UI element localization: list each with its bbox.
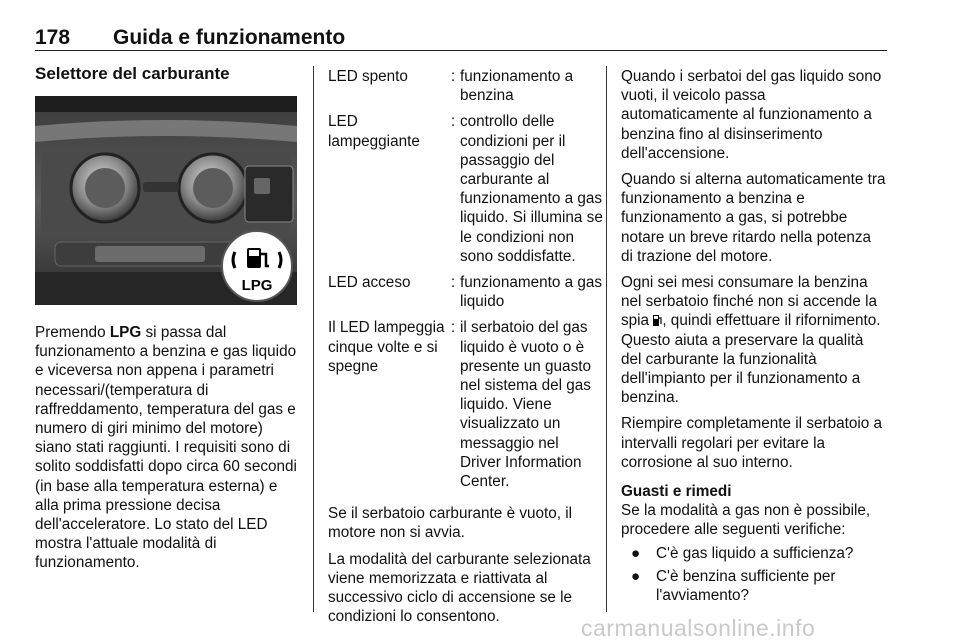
column-divider-2 bbox=[606, 66, 607, 612]
header-rule bbox=[35, 50, 887, 51]
auto-switch-paragraph: Quando i serbatoi del gas liquido sono vuoti, il veicolo passa automaticamente al funzionamento a benzina fino al disinserimento dell'accensione. bbox=[621, 68, 882, 162]
lpg-button-label: LPG bbox=[241, 277, 273, 294]
section-heading: Selettore del carburante bbox=[35, 64, 230, 83]
table-row: LED spento : funzionamento a benzina bbox=[328, 68, 574, 105]
column-divider-1 bbox=[313, 66, 314, 612]
watermark: carmanualsonline.info bbox=[581, 615, 816, 641]
middle-column bbox=[328, 67, 603, 633]
empty-tank-paragraph: Se il serbatoio carburante è vuoto, il motore non si avvia. bbox=[328, 505, 573, 542]
table-row: LED acceso : funzionamento a gas liquido bbox=[328, 274, 603, 311]
page-header bbox=[35, 26, 345, 50]
lpg-bold: LPG bbox=[109, 324, 142, 341]
chapter-title: Guida e funzionamento bbox=[113, 26, 346, 49]
page-number: 178 bbox=[35, 26, 71, 49]
delay-paragraph: Quando si alterna automaticamente tra funzionamento a benzina e funzionamento a gas, si potrebbe notare un breve ritardo nella potenza di trazione del motore. bbox=[621, 171, 886, 265]
six-months-paragraph: Ogni sei mesi consumare la benzina nel serbatoio finché non si accende la spia , quindi effettuare il rifornimento. Questo aiuta a preservare la qualità del carburante la funzionalità dell'impianto per il funzionamento a benzina. bbox=[621, 274, 881, 407]
fill-tank-paragraph: Riempire completamente il serbatoio a intervalli regolari per evitare la corrosione al suo interno. bbox=[621, 415, 883, 471]
faults-paragraph: Se la modalità a gas non è possibile, procedere alle seguenti verifiche: bbox=[621, 502, 871, 539]
memory-paragraph: La modalità del carburante selezionata viene memorizzata e riattivata al successivo ciclo di accensione se le condizioni lo consentono. bbox=[328, 550, 591, 626]
fuel-warning-icon bbox=[653, 314, 662, 326]
led-status-table bbox=[328, 67, 603, 498]
left-column-text bbox=[35, 323, 300, 580]
faults-heading: Guasti e rimedi bbox=[621, 483, 732, 501]
intro-paragraph: Premendo LPG si passa dal funzionamento a benzina e gas liquido e viceversa non appena i parametri necessari/(temperatura di raffreddamento, temperatura del gas e numero di giri minimo del motore) siano stati raggiunti. I requisiti sono di solito soddisfatti dopo circa 60 secondi (in base alla temperatura esterna) e alla prima pressione decisa dell'acceleratore. Lo stato del LED mostra l'attuale modalità di funzionamento. bbox=[35, 324, 297, 572]
table-row: LED lampeggiante : controllo delle condizioni per il passaggio del carburante al funzionamento a gas liquido. Si illumina se le condizioni non sono soddisfatte. bbox=[328, 113, 603, 265]
right-column bbox=[621, 67, 887, 609]
list-item: ● C'è benzina sufficiente per l'avviamento? bbox=[631, 567, 836, 605]
table-row: Il LED lampeggia cinque volte e si spegne : il serbatoio del gas liquido è vuoto o è presente un guasto nel sistema del gas liquido. Viene visualizzato un messaggio nel Driver Information Center. bbox=[328, 319, 591, 491]
fuel-selector-photo bbox=[35, 96, 297, 305]
check-list bbox=[621, 544, 887, 606]
list-item: ● C'è gas liquido a sufficienza? bbox=[631, 544, 854, 562]
